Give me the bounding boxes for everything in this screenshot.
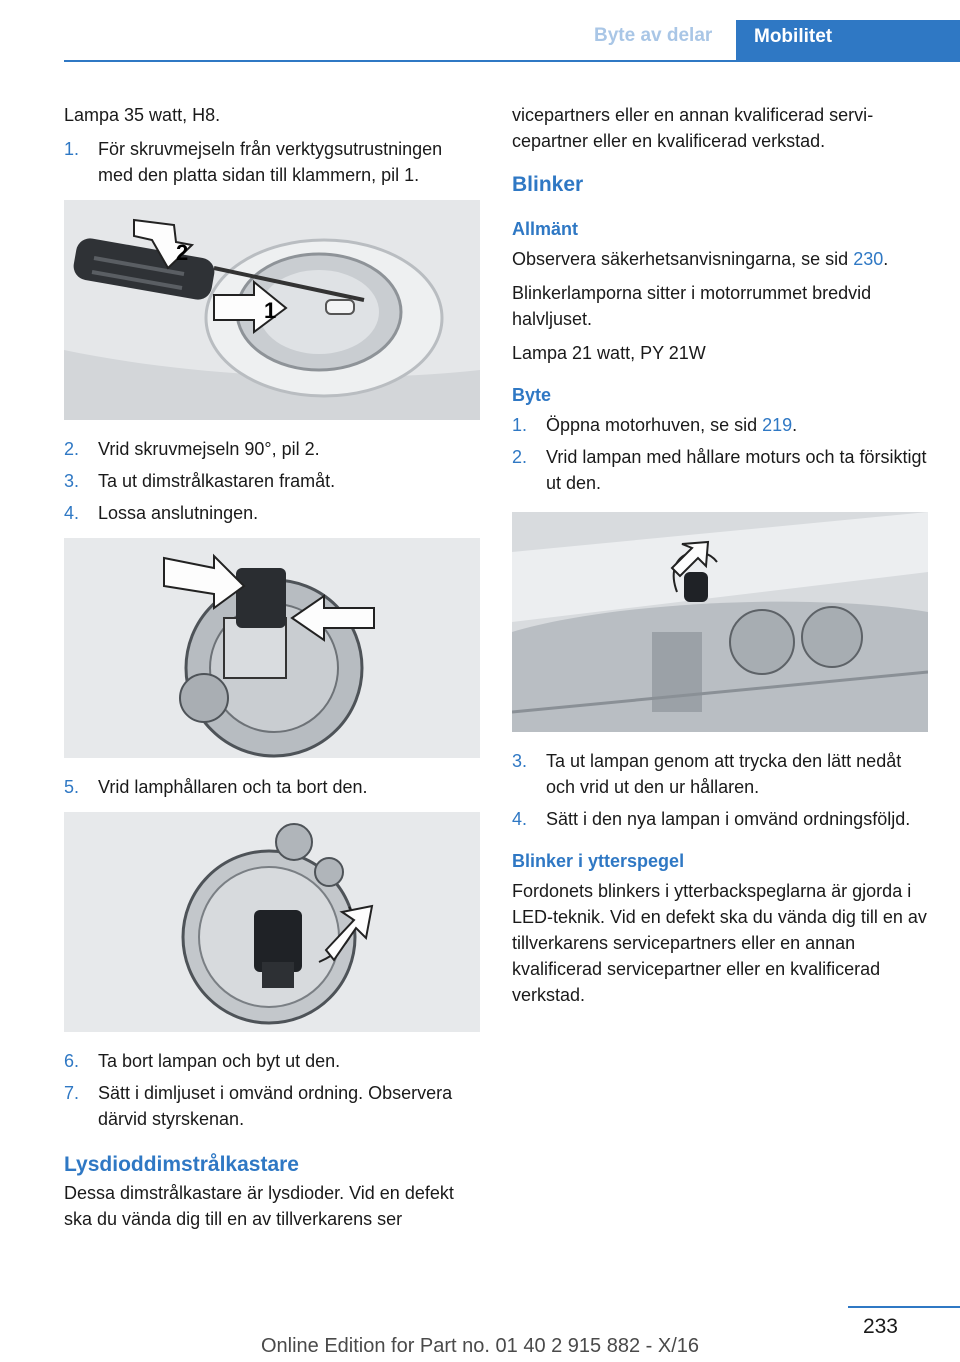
general-location-text: Blinkerlamporna sitter i motorrummet bredvid halvljuset.: [512, 283, 872, 329]
step-number: 4.: [512, 809, 528, 829]
step-text: [546, 412, 928, 438]
step-number: 3.: [512, 751, 528, 771]
step-text: Vrid lamphållaren och ta bort den.: [98, 777, 368, 797]
header-rule: [64, 60, 960, 62]
figure-engine-bay: [512, 512, 928, 732]
step-number: 3.: [64, 471, 80, 491]
list-item: [512, 806, 928, 832]
step-text: Sätt i den nya lampan i omvänd ordningsföljd.: [546, 809, 911, 829]
step-text-prefix: Öppna motorhuven, se sid: [546, 415, 763, 435]
step-number: 1.: [512, 415, 528, 435]
header-section-title: Byte av delar: [594, 25, 713, 46]
connector-illustration: [64, 538, 480, 758]
step-text: Ta ut lampan genom att trycka den lätt nedåt och vrid ut den ur hållaren.: [546, 751, 902, 797]
step-number: 2.: [64, 439, 80, 459]
step-text: Vrid skruvmejseln 90°, pil 2.: [98, 439, 320, 459]
step-text: Ta bort lampan och byt ut den.: [98, 1051, 341, 1071]
mirror-blinker-text: Fordonets blinkers i ytterbackspeglarna är gjorda i LED-teknik. Vid en defekt ska du vända dig till en av tillverkarens servicepartners eller en annan kvalificerad servicepartner eller en kvalificerad verkstad.: [512, 881, 927, 1005]
list-item: [64, 468, 480, 494]
step-text: För skruvmejseln från verktygsutrustningen med den platta sidan till klammern, pil 1.: [98, 139, 443, 185]
list-item: [512, 444, 928, 496]
list-item: [64, 1080, 480, 1132]
right-column: [512, 102, 928, 1016]
list-item: [64, 436, 480, 462]
left-column: [64, 102, 480, 1240]
general-safety-text: [512, 246, 928, 272]
figure-connector-unplug: [64, 538, 480, 758]
step-text: Vrid lampan med hållare moturs och ta försiktigt ut den.: [546, 447, 927, 493]
step-text: Sätt i dimljuset i omvänd ordning. Observera därvid styrskenan.: [98, 1083, 453, 1129]
figure-arrow-label-2: 2: [176, 240, 189, 265]
list-item: [512, 748, 928, 800]
step-number: 1.: [64, 139, 80, 159]
step-number: 4.: [64, 503, 80, 523]
general-lamp-spec: Lampa 21 watt, PY 21W: [512, 343, 706, 363]
step-number: 5.: [64, 777, 80, 797]
general-safety-text-suffix: .: [883, 249, 889, 269]
step-number: 6.: [64, 1051, 80, 1071]
page-reference-link[interactable]: 219: [762, 415, 793, 435]
lamp-holder-illustration: [64, 812, 480, 1032]
figure-screwdriver-clip: [64, 200, 480, 420]
step-text: Lossa anslutningen.: [98, 503, 259, 523]
intro-text: Lampa 35 watt, H8.: [64, 105, 221, 125]
led-fog-heading: Lysdioddimstrålkastare: [64, 1153, 299, 1176]
header-chapter-tab: Mobilitet: [736, 20, 960, 62]
list-item: [64, 1048, 480, 1074]
screwdriver-illustration: [64, 200, 480, 420]
list-item: [64, 500, 480, 526]
figure-lamp-holder: [64, 812, 480, 1032]
edition-footer: Online Edition for Part no. 01 40 2 915 882 - X/16: [260, 1335, 700, 1357]
engine-bay-illustration: [512, 512, 928, 732]
step-text: Ta ut dimstrålkastaren framåt.: [98, 471, 336, 491]
step-number: 7.: [64, 1083, 80, 1103]
figure-arrow-label-1: 1: [264, 298, 277, 323]
general-heading: Allmänt: [512, 219, 579, 239]
step-number: 2.: [512, 447, 528, 467]
list-item: [64, 774, 480, 800]
continued-text: vicepartners eller en annan kvalificerad servicepartner eller en kvalificerad verkstad.: [512, 105, 874, 151]
list-item: [512, 412, 928, 438]
change-heading: Byte: [512, 385, 552, 405]
general-safety-text-prefix: Observera säkerhetsanvisningarna, se sid: [512, 249, 854, 269]
page-number: 233: [862, 1315, 898, 1338]
blinker-heading: Blinker: [512, 173, 584, 196]
mirror-blinker-heading: Blinker i ytterspegel: [512, 851, 685, 871]
page-reference-link[interactable]: 230: [853, 249, 884, 269]
list-item: [64, 136, 480, 188]
step-text-suffix: .: [792, 415, 798, 435]
led-fog-text: Dessa dimstrålkastare är lysdioder. Vid en defekt ska du vända dig till en av tillverkarens ser: [64, 1183, 454, 1229]
footer-rule: [848, 1306, 960, 1308]
